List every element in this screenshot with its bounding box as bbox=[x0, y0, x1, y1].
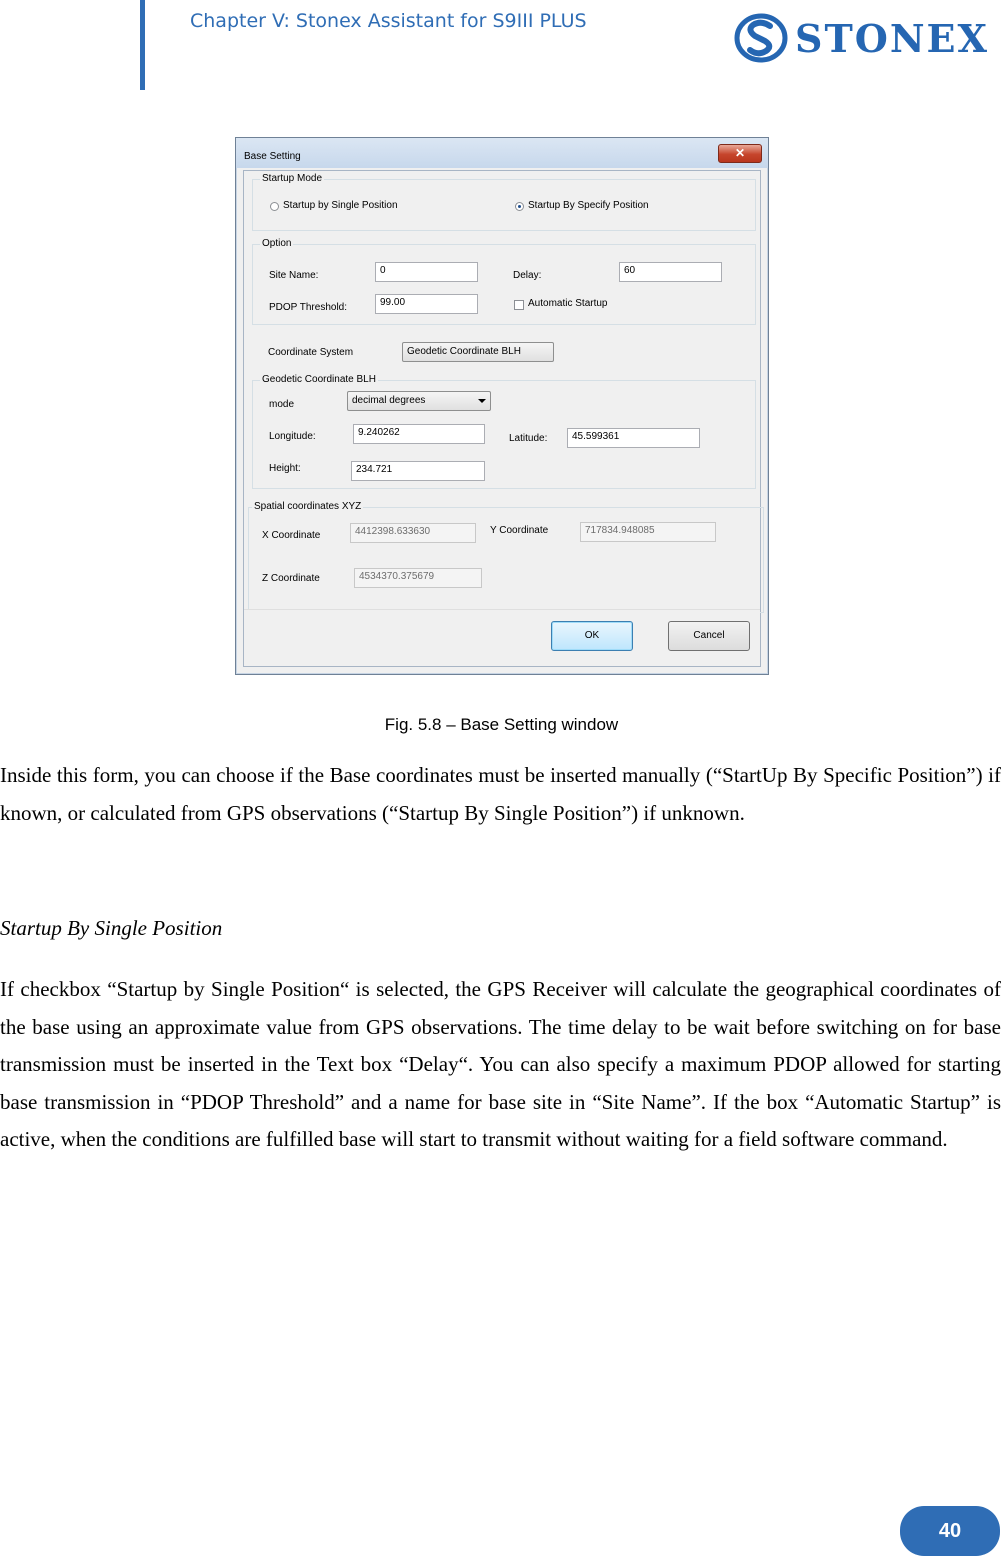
y-coordinate-input[interactable]: 717834.948085 bbox=[580, 522, 716, 542]
radio-startup-specify-label: Startup By Specify Position bbox=[528, 200, 649, 211]
chevron-down-icon bbox=[478, 399, 486, 403]
automatic-startup-checkbox[interactable] bbox=[514, 300, 524, 310]
dialog-button-area bbox=[244, 609, 760, 666]
cancel-button[interactable]: Cancel bbox=[668, 621, 750, 651]
section-heading: Startup By Single Position bbox=[0, 916, 223, 940]
startup-mode-group bbox=[252, 173, 756, 231]
paragraph-single-position: If checkbox “Startup by Single Position“ is selected, the GPS Receiver will calculate the geographical coordinates of the base using an approximate value from GPS observations. The time delay to be wait before switching on for base transmission must be inserted in the Text box “Delay“. You can also specify a maximum PDOP allowed for starting base transmission in “PDOP Threshold” and a name for base site in “Site Name”. If the box “Automatic Startup” is active, when the conditions are fulfilled base will start to transmit without waiting for a field software command. bbox=[0, 977, 1001, 1151]
logo-wordmark: STONEX bbox=[795, 16, 990, 61]
figure-caption: Fig. 5.8 – Base Setting window bbox=[384, 715, 619, 734]
option-group bbox=[252, 238, 756, 325]
site-name-input[interactable]: 0 bbox=[375, 262, 478, 282]
delay-label: Delay: bbox=[513, 270, 542, 281]
site-name-label: Site Name: bbox=[269, 270, 319, 281]
longitude-input[interactable]: 9.240262 bbox=[353, 424, 485, 444]
chapter-title: Chapter V: Stonex Assistant for S9III PLUS bbox=[190, 10, 587, 32]
x-coordinate-input[interactable]: 4412398.633630 bbox=[350, 523, 476, 543]
geodetic-group bbox=[252, 374, 756, 489]
latitude-label: Latitude: bbox=[509, 433, 548, 444]
automatic-startup-label: Automatic Startup bbox=[528, 298, 608, 309]
header-accent-bar bbox=[140, 0, 145, 90]
pdop-threshold-input[interactable]: 99.00 bbox=[375, 294, 478, 314]
coordinate-system-label: Coordinate System bbox=[268, 347, 354, 358]
stonex-logo-icon bbox=[733, 12, 789, 64]
page-number-badge: 40 bbox=[900, 1506, 1000, 1556]
y-coordinate-label: Y Coordinate bbox=[490, 525, 549, 536]
x-coordinate-label: X Coordinate bbox=[262, 530, 321, 541]
geodetic-group-label: Geodetic Coordinate BLH bbox=[262, 374, 376, 385]
height-input[interactable]: 234.721 bbox=[351, 461, 485, 481]
pdop-threshold-label: PDOP Threshold: bbox=[269, 302, 348, 313]
radio-startup-single[interactable] bbox=[270, 202, 279, 211]
dialog-titlebar bbox=[236, 138, 768, 168]
startup-mode-label: Startup Mode bbox=[262, 173, 323, 184]
option-group-label: Option bbox=[262, 238, 292, 249]
stonex-logo bbox=[733, 12, 999, 64]
z-coordinate-label: Z Coordinate bbox=[262, 573, 320, 584]
longitude-label: Longitude: bbox=[269, 431, 316, 442]
latitude-input[interactable]: 45.599361 bbox=[567, 428, 700, 448]
dialog-client-area bbox=[243, 170, 761, 667]
mode-select[interactable] bbox=[347, 391, 491, 411]
paragraph-intro: Inside this form, you can choose if the Base coordinates must be inserted manually (“StartUp By Specific Position”) if known, or calculated from GPS observations (“Startup By Single Position”) if unknown. bbox=[0, 763, 1001, 825]
height-label: Height: bbox=[269, 463, 301, 474]
ok-button[interactable]: OK bbox=[551, 621, 633, 651]
base-setting-dialog bbox=[235, 137, 769, 675]
dialog-title: Base Setting bbox=[244, 151, 301, 162]
z-coordinate-input[interactable]: 4534370.375679 bbox=[354, 568, 482, 588]
radio-startup-specify[interactable] bbox=[515, 202, 524, 211]
mode-label: mode bbox=[269, 399, 295, 410]
close-button[interactable]: ✕ bbox=[718, 144, 762, 163]
radio-startup-single-label: Startup by Single Position bbox=[283, 200, 398, 211]
spatial-group-label: Spatial coordinates XYZ bbox=[254, 501, 362, 512]
mode-value: decimal degrees bbox=[352, 395, 426, 406]
spatial-group bbox=[248, 501, 764, 613]
coordinate-system-select[interactable] bbox=[402, 342, 554, 362]
coordinate-system-value: Geodetic Coordinate BLH bbox=[407, 346, 521, 357]
delay-input[interactable]: 60 bbox=[619, 262, 722, 282]
